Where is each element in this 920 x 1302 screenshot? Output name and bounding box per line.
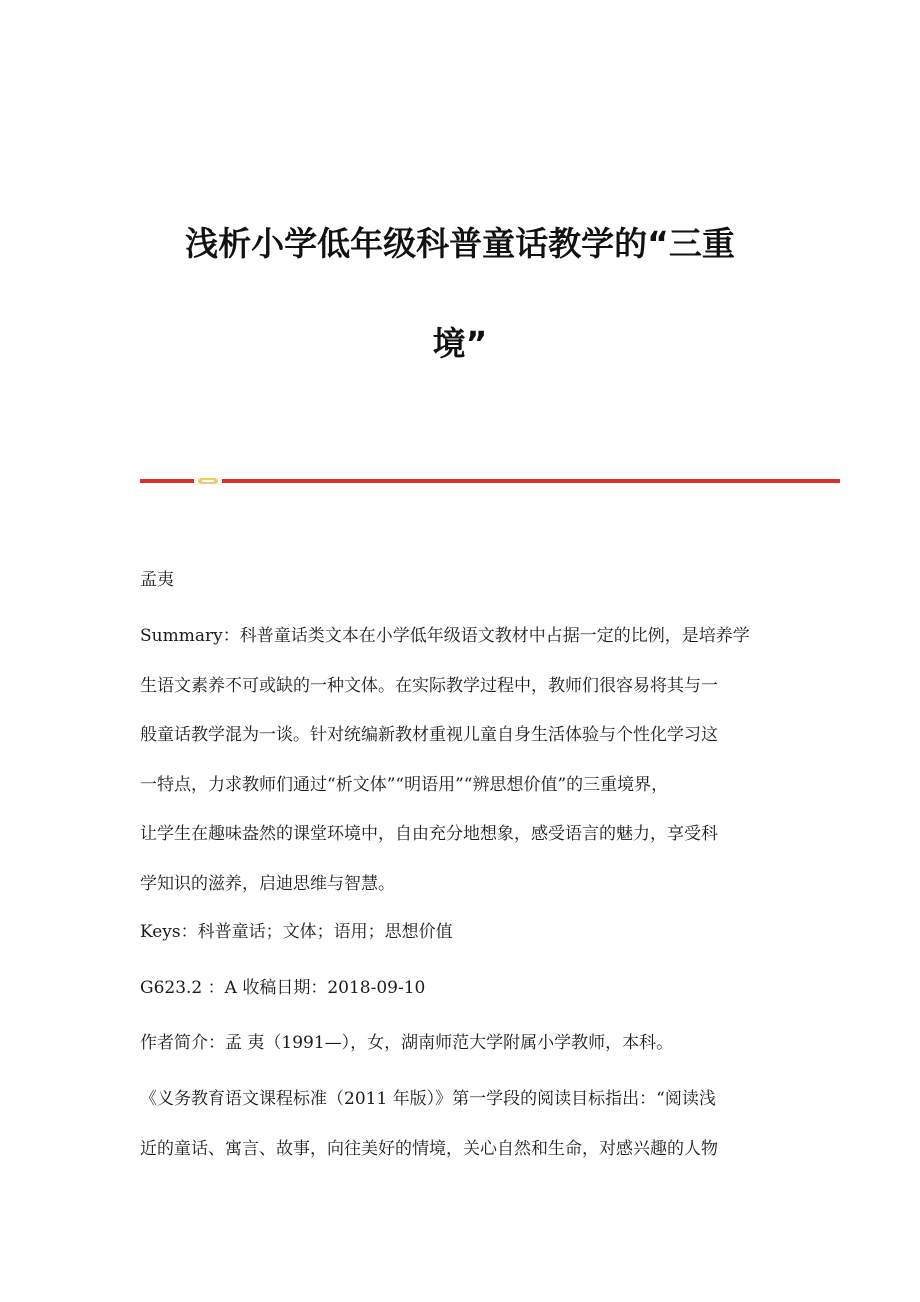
divider-ornament-accent: [202, 480, 214, 482]
summary-paragraph: [140, 624, 780, 921]
body-line: 《义务教育语文课程标准（2011 年版）》第一学段的阅读目标指出：“阅读浅: [140, 1089, 716, 1109]
divider-bar-right: [222, 479, 840, 483]
author-bio: 作者简介：孟 夷（1991—），女，湖南师范大学附属小学教师，本科。: [140, 1033, 674, 1053]
paper-title-line-1: 浅析小学低年级科普童话教学的“三重: [185, 224, 735, 263]
summary-line: 生语文素养不可或缺的一种文体。在实际教学过程中，教师们很容易将其与一: [140, 675, 718, 696]
summary-line: 般童话教学混为一谈。针对统编新教材重视儿童自身生活体验与个性化学习这: [140, 725, 718, 745]
paper-title-line-2: 境”: [432, 324, 488, 363]
keywords: Keys：科普童话；文体；语用；思想价值: [140, 922, 453, 942]
author-name: 孟夷: [140, 570, 174, 590]
body-line: 近的童话、寓言、故事，向往美好的情境，关心自然和生命，对感兴趣的人物: [140, 1138, 718, 1159]
divider-bar-left: [140, 479, 194, 483]
classification-and-date: G623.2 ：A 收稿日期：2018-09-10: [140, 978, 426, 998]
summary-line: 一特点，力求教师们通过“析文体”“明语用”“辨思想价值”的三重境界，: [140, 774, 669, 795]
summary-line: 学知识的滋养，启迪思维与智慧。: [140, 873, 395, 894]
title-divider: [140, 477, 840, 485]
body-paragraph: [140, 1087, 780, 1186]
summary-line: 让学生在趣味盎然的课堂环境中，自由充分地想象，感受语言的魅力，享受科: [140, 824, 718, 844]
summary-line: Summary：科普童话类文本在小学低年级语文教材中占据一定的比例，是培养学: [140, 626, 750, 646]
